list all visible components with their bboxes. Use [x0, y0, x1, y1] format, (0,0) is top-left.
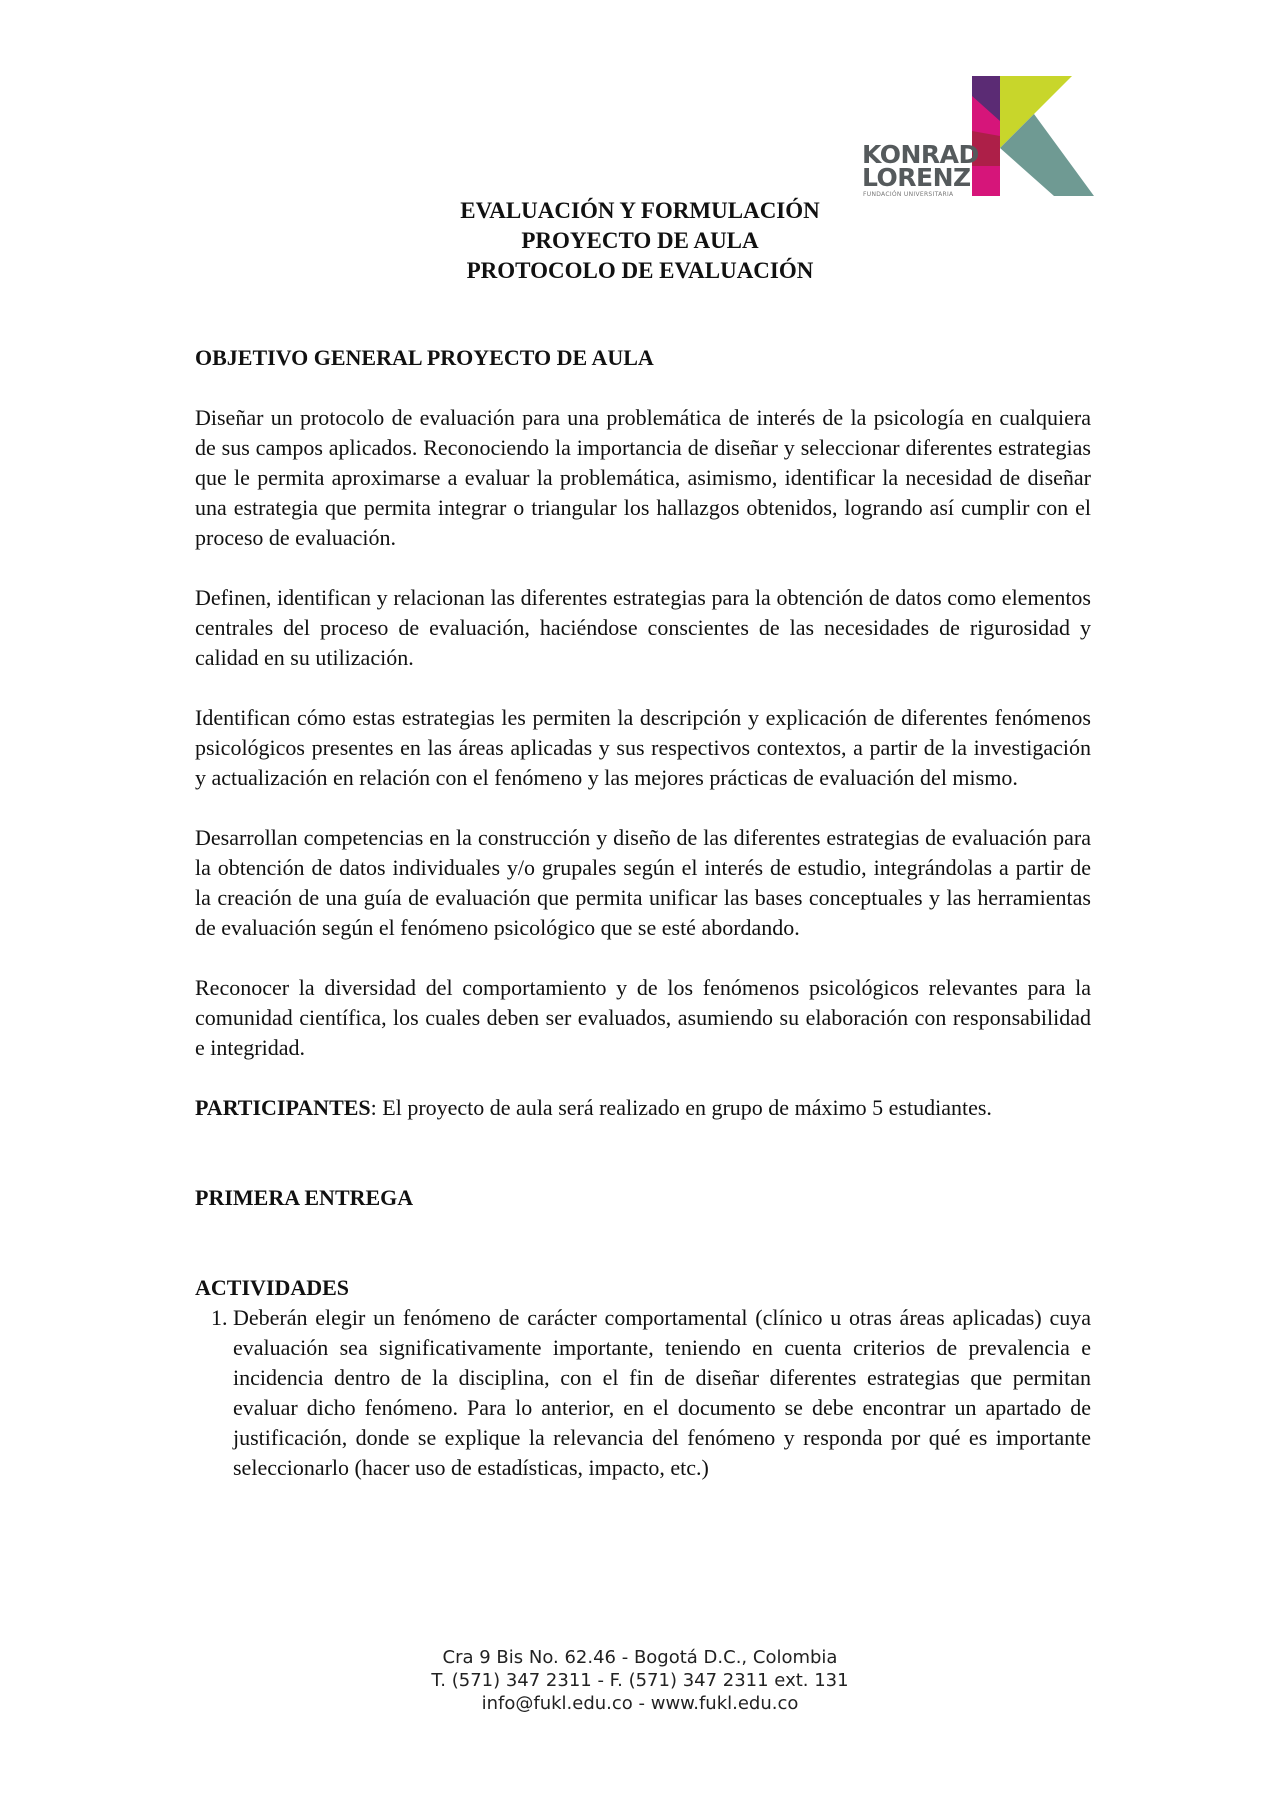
logo-word-lorenz: LORENZ — [862, 163, 971, 192]
objetivo-heading: OBJETIVO GENERAL PROYECTO DE AULA — [195, 345, 654, 370]
title-line-3: PROTOCOLO DE EVALUACIÓN — [466, 258, 814, 283]
primera-entrega-heading: PRIMERA ENTREGA — [195, 1185, 414, 1210]
objetivo-paragraph-5: Reconocer la diversidad del comportamiento y de los fenómenos psicológicos relevantes para la comunidad científica, los cuales deben ser evaluados, asumiendo su elaboración con responsabilidad e integridad. — [195, 975, 1091, 1060]
document-body — [195, 343, 1091, 1483]
objetivo-paragraph-2: Definen, identifican y relacionan las diferentes estrategias para la obtención de datos como elementos centrales del proceso de evaluación, haciéndose conscientes de las necesidades de rigurosidad y calidad en su utilización. — [195, 585, 1091, 670]
objetivo-paragraph-3: Identifican cómo estas estrategias les permiten la descripción y explicación de diferentes fenómenos psicológicos presentes en las áreas aplicadas y sus respectivos contextos, a partir de la investigación y actualización en relación con el fenómeno y las mejores prácticas de evaluación del mismo. — [195, 705, 1091, 790]
participantes-paragraph — [195, 1093, 1091, 1123]
title-line-1: EVALUACIÓN Y FORMULACIÓN — [460, 198, 820, 223]
objetivo-paragraph-1: Diseñar un protocolo de evaluación para una problemática de interés de la psicología en cualquiera de sus campos aplicados. Reconociendo la importancia de diseñar y seleccionar diferentes estrategias que le permita aproximarse a evaluar la problemática, asimismo, identificar la necesidad de diseñar una estrategia que permita integrar o triangular los hallazgos obtenidos, logrando así cumplir con el proceso de evaluación. — [195, 405, 1091, 550]
konrad-lorenz-logo — [862, 76, 1094, 196]
participantes-text: : El proyecto de aula será realizado en grupo de máximo 5 estudiantes. — [370, 1095, 992, 1120]
title-line-2: PROYECTO DE AULA — [521, 228, 759, 253]
objetivo-paragraph-4: Desarrollan competencias en la construcción y diseño de las diferentes estrategias de evaluación para la obtención de datos individuales y/o grupales según el interés de estudio, integrándolas a partir de la creación de una guía de evaluación que permita unificar las bases conceptuales y las herramientas de evaluación según el fenómeno psicológico que se esté abordando. — [195, 825, 1091, 940]
footer-contact: info@fukl.edu.co - www.fukl.edu.co — [481, 1693, 799, 1714]
page-footer — [0, 1646, 1280, 1715]
footer-address: Cra 9 Bis No. 62.46 - Bogotá D.C., Colombia — [442, 1647, 838, 1668]
participantes-label: PARTICIPANTES — [195, 1095, 371, 1120]
actividades-list — [195, 1303, 1091, 1483]
logo-k-mark-icon — [972, 76, 1094, 196]
list-item: 1. Deberán elegir un fenómeno de carácter comportamental (clínico u otras áreas aplicadas) cuya evaluación sea significativamente importante, teniendo en cuenta criterios de prevalencia e incidencia dentro de la disciplina, con el fin de diseñar diferentes estrategias que permitan evaluar dicho fenómeno. Para lo anterior, en el documento se debe encontrar un apartado de justificación, donde se explique la relevancia del fenómeno y responda por qué es importante seleccionarlo (hacer uso de estadísticas, impacto, etc.) — [233, 1303, 1091, 1483]
document-title — [0, 196, 1280, 286]
actividades-heading: ACTIVIDADES — [195, 1275, 350, 1300]
footer-phone: T. (571) 347 2311 - F. (571) 347 2311 ext. 131 — [431, 1670, 849, 1691]
logo-word-konrad: KONRAD — [862, 140, 979, 169]
logo-tagline: FUNDACIÓN UNIVERSITARIA — [863, 191, 954, 198]
